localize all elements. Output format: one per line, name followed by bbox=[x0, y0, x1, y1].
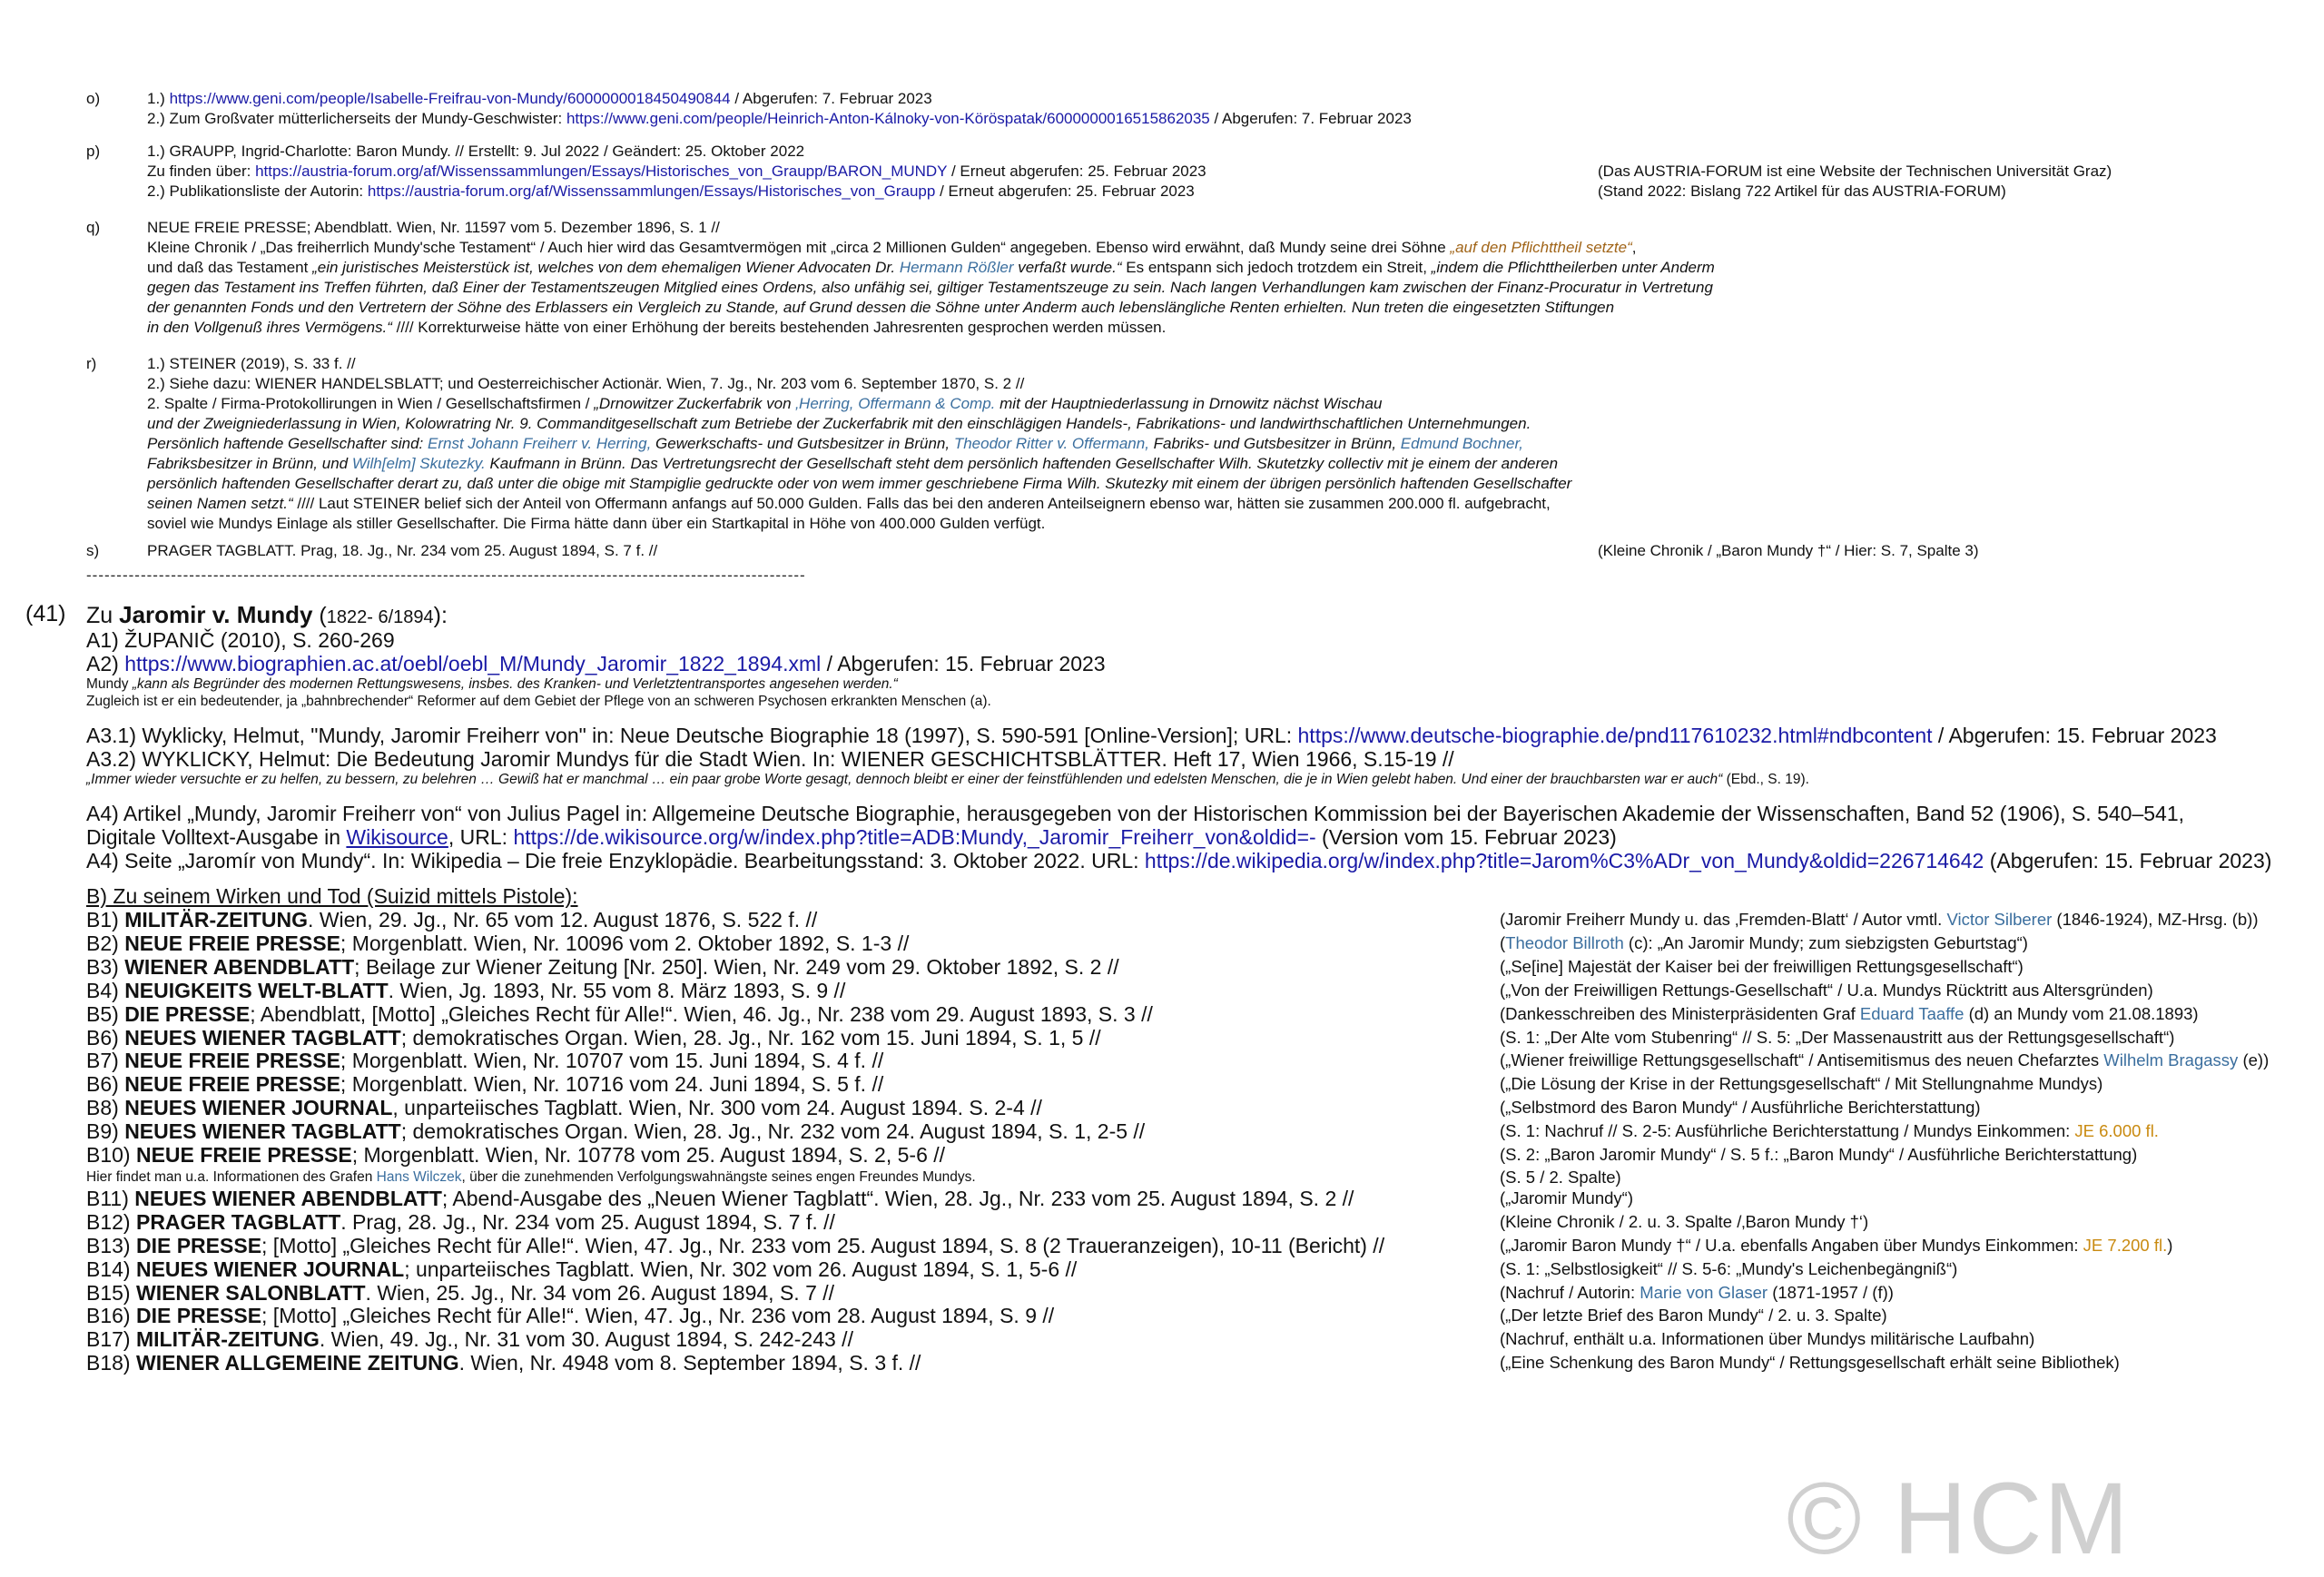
note-text: („Jaromir Mundy“) bbox=[1500, 1188, 1633, 1207]
footnote-label: r) bbox=[86, 355, 97, 372]
note-text: („Jaromir Baron Mundy †“ / U.a. ebenfalls Angaben über Mundys Einkommen: bbox=[1500, 1235, 2083, 1255]
citation-text: ; Abendblatt, [Motto] „Gleiches Recht für Alle!“. Wien, 46. Jg., Nr. 238 vom 29. August 1893, S. 3 // bbox=[250, 1001, 1153, 1026]
footnote-line bbox=[147, 109, 2053, 130]
ref-a4-wikipedia bbox=[86, 849, 2271, 872]
citation-text: ; [Motto] „Gleiches Recht für Alle!“. Wien, 47. Jg., Nr. 233 vom 25. August 1894, S. 8 (2 Traueranzeigen), 10-11 (Bericht) // bbox=[261, 1233, 1385, 1257]
b-side-note bbox=[1500, 1283, 1894, 1303]
geni-link-heinrich[interactable]: https://www.geni.com/people/Heinrich-Anton-Kálnoky-von-Köröspatak/6000000016515862035 bbox=[566, 110, 1210, 127]
deutsche-biographie-link[interactable]: https://www.deutsche-biographie.de/pnd117610232.html#ndbcontent bbox=[1297, 724, 1933, 747]
newspaper-title: DIE PRESSE bbox=[135, 1304, 262, 1328]
b-reference-item bbox=[86, 1026, 1101, 1050]
note-text: (e)) bbox=[2238, 1050, 2270, 1070]
quote: „ein juristisches Meisterstück ist, welches von dem ehemaligen Wiener Advocaten Dr. bbox=[312, 259, 900, 276]
quote: Gewerkschafts- und Gutsbesitzer in Brünn, bbox=[651, 435, 954, 452]
person-name: Wilh[elm] Skutezky. bbox=[351, 455, 486, 472]
b-reference-item bbox=[86, 1002, 1153, 1026]
text: , bbox=[1631, 239, 1637, 256]
newspaper-title: WIENER SALONBLATT bbox=[135, 1280, 366, 1305]
citation-text: . Wien, Nr. 4948 vom 8. September 1894, S. 3 f. // bbox=[458, 1351, 921, 1375]
life-dates: 1822- 6/1894 bbox=[326, 607, 434, 627]
text: //// Korrekturweise hätte von einer Erhöhung der bereits bestehenden Jahresrenten gesprochen werden müssen. bbox=[391, 319, 1167, 336]
b-side-note bbox=[1500, 957, 2024, 977]
footnote-line bbox=[147, 258, 2053, 279]
footnote-line: 2.) Siehe dazu: WIENER HANDELSBLATT; und Oesterreichischer Actionär. Wien, 7. Jg., Nr. 203 vom 6. September 1870, S. 2 // bbox=[147, 375, 1025, 392]
b-side-note bbox=[1500, 1145, 2137, 1165]
text: A3.1) Wyklicky, Helmut, "Mundy, Jaromir Freiherr von" in: Neue Deutsche Biographie 18 (1997), S. 590-591 [Online-Version]; URL: bbox=[86, 724, 1298, 747]
b-reference-item bbox=[86, 1210, 835, 1234]
footnote-line: der genannten Fonds und den Vertretern der Söhne des Erblassers ein Vergleich zu Stande, auf Grund dessen die Söhne unter Anderm auch lebenslängliche Renten erhielten. Nun treten die eingesetzten Stiftungen bbox=[147, 299, 1615, 316]
quote: Kaufmann in Brünn. Das Vertretungsrecht der Gesellschaft steht dem persönlich haftenden Gesellschafter Wilh. Skutetzky collectiv mit je einem der anderen bbox=[485, 455, 1559, 472]
citation-text: . Wien, 29. Jg., Nr. 65 vom 12. August 1876, S. 522 f. // bbox=[308, 908, 818, 931]
ref-a3-2: A3.2) WYKLICKY, Helmut: Die Bedeutung Jaromir Mundys für die Stadt Wien. In: WIENER GESCHICHTSBLÄTTER. Heft 17, Wien 1966, S.15-19 // bbox=[86, 747, 1454, 771]
section-number: (41) bbox=[25, 601, 66, 626]
newspaper-title: NEUE FREIE PRESSE bbox=[135, 1143, 352, 1167]
b-reference-item bbox=[86, 979, 845, 1002]
b10-note bbox=[86, 1168, 976, 1187]
b-reference-item bbox=[86, 1072, 883, 1096]
footnote-label: p) bbox=[86, 143, 101, 160]
text: A4) Seite „Jaromír von Mundy“. In: Wikipedia – Die freie Enzyklopädie. Bearbeitungsstand: 3. Oktober 2022. URL: bbox=[86, 849, 1145, 872]
austria-forum-link-publications[interactable]: https://austria-forum.org/af/Wissenssammlungen/Essays/Historisches_von_Graupp bbox=[367, 182, 936, 200]
note-text: („Der letzte Brief des Baron Mundy“ / 2. u. 3. Spalte) bbox=[1500, 1306, 1887, 1326]
quote: Fabriks- und Gutsbesitzer in Brünn, bbox=[1148, 435, 1401, 452]
b-side-note bbox=[1500, 1212, 1868, 1232]
quote: Persönlich haftende Gesellschafter sind: bbox=[147, 435, 428, 452]
newspaper-title: NEUIGKEITS WELT-BLATT bbox=[124, 978, 389, 1002]
citation-text: , unparteiisches Tagblatt. Wien, Nr. 300 vom 24. August 1894. S. 2-4 // bbox=[392, 1096, 1042, 1120]
item-number: B3) bbox=[86, 954, 125, 979]
footnote-line bbox=[147, 434, 2053, 455]
note-highlight: JE 6.000 fl. bbox=[2074, 1121, 2159, 1141]
item-number: B7) bbox=[86, 1049, 125, 1073]
note-text: (d) an Mundy vom 21.08.1893) bbox=[1964, 1003, 2199, 1023]
newspaper-title: DIE PRESSE bbox=[124, 1001, 251, 1026]
ref-a3-1 bbox=[86, 724, 2217, 747]
b-side-note bbox=[1500, 1236, 2172, 1256]
footnote-line bbox=[147, 318, 2053, 339]
b-reference-item bbox=[86, 1187, 1354, 1210]
ref-a4-adb-url bbox=[86, 825, 1617, 849]
text: (Version vom 15. Februar 2023) bbox=[1315, 825, 1617, 849]
b-side-note bbox=[1500, 1259, 1957, 1279]
item-number: B18) bbox=[86, 1351, 136, 1375]
footnote-line bbox=[147, 394, 2053, 415]
citation-text: ; Morgenblatt. Wien, Nr. 10096 vom 2. Oktober 1892, S. 1-3 // bbox=[340, 931, 910, 955]
footnote-line bbox=[147, 238, 2053, 259]
item-number: B6) bbox=[86, 1072, 125, 1097]
newspaper-title: DIE PRESSE bbox=[135, 1233, 262, 1257]
b-reference-item bbox=[86, 931, 909, 955]
copyright-watermark: © HCM bbox=[1787, 1462, 2131, 1575]
b-side-note bbox=[1500, 1098, 1981, 1118]
citation-text: ; Beilage zur Wiener Zeitung [Nr. 250]. Wien, Nr. 249 vom 29. Oktober 1892, S. 2 // bbox=[354, 954, 1119, 979]
text: ( bbox=[312, 603, 327, 628]
item-number: B12) bbox=[86, 1209, 136, 1234]
footnote-line bbox=[147, 454, 2053, 475]
citation-text: ; [Motto] „Gleiches Recht für Alle!“. Wien, 47. Jg., Nr. 236 vom 28. August 1894, S. 9 // bbox=[261, 1304, 1055, 1328]
ref-a2-note bbox=[86, 675, 898, 694]
note-text: (Jaromir Freiherr Mundy u. das ‚Fremden-Blatt‘ / Autor vmtl. bbox=[1500, 910, 1947, 929]
text: / Abgerufen: 15. Februar 2023 bbox=[1932, 724, 2217, 747]
b-reference-item bbox=[86, 1351, 921, 1375]
b-side-note bbox=[1500, 910, 2259, 930]
text: , URL: bbox=[448, 825, 514, 849]
b-reference-item bbox=[86, 955, 1119, 979]
item-number: B6) bbox=[86, 1025, 125, 1050]
quote: „auf den Pflichttheil setzte“ bbox=[1450, 239, 1632, 256]
footnote-line: persönlich haftenden Gesellschafter derart zu, daß unter die obige mit Stampiglie gedruckte oder von wem immer geschriebene Firma Wilh. Skutezky mit einem der übrigen persönlich haftenden Gesellschafter bbox=[147, 475, 1572, 492]
text: Zu bbox=[86, 603, 120, 628]
citation-text: ; unparteiisches Tagblatt. Wien, Nr. 302 vom 26. August 1894, S. 1, 5-6 // bbox=[404, 1257, 1078, 1281]
newspaper-title: MILITÄR-ZEITUNG bbox=[124, 908, 309, 931]
quote: „indem die Pflichttheilerben unter Anderm bbox=[1431, 259, 1715, 276]
note-text: („Die Lösung der Krise in der Rettungsgesellschaft“ / Mit Stellungnahme Mundys) bbox=[1500, 1074, 2103, 1094]
footnote-line: gegen das Testament ins Treffen führten, daß Einer der Testamentszeugen Mitglied eines Ordens, also unfähig sei, giltiger Testamentszeuge zu sein. Nach langen Verhandlungen kam zwischen der Finanz-Procuratur in Vertretung bbox=[147, 279, 1713, 296]
person-name: Ernst Johann Freiherr v. Herring, bbox=[428, 435, 652, 452]
text: / Erneut abgerufen: 25. Februar 2023 bbox=[947, 163, 1206, 180]
note-text: (S. 1: „Selbstlosigkeit“ // S. 5-6: „Mundy's Leichenbegängniß“) bbox=[1500, 1258, 1958, 1278]
person-name: Jaromir v. Mundy bbox=[119, 601, 313, 628]
footnote-line bbox=[147, 494, 2053, 515]
company-name: ‚Herring, Offermann & Comp. bbox=[795, 395, 996, 412]
note-text: („Eine Schenkung des Baron Mundy“ / Rettungsgesellschaft erhält seine Bibliothek) bbox=[1500, 1353, 2120, 1373]
wikipedia-link[interactable]: https://de.wikipedia.org/w/index.php?title=Jarom%C3%ADr_von_Mundy&oldid=226714642 bbox=[1144, 849, 1984, 872]
b-side-note bbox=[1500, 1188, 1633, 1208]
text: Es entspann sich jedoch trotzdem ein Streit, bbox=[1121, 259, 1432, 276]
note-text: (S. 1: „Der Alte vom Stubenring“ // S. 5: „Der Massenaustritt aus der Rettungsgesellschaft“) bbox=[1500, 1027, 2175, 1047]
newspaper-title: NEUE FREIE PRESSE bbox=[124, 1072, 340, 1097]
b-reference-item bbox=[86, 1234, 1384, 1257]
b-reference-item bbox=[86, 1281, 834, 1305]
footnote-line: NEUE FREIE PRESSE; Abendblatt. Wien, Nr. 11597 vom 5. Dezember 1896, S. 1 // bbox=[147, 219, 720, 236]
citation-text: ; Abend-Ausgabe des „Neuen Wiener Tagblatt“. Wien, 28. Jg., Nr. 233 vom 25. August 1894, S. 2 // bbox=[441, 1186, 1354, 1210]
citation-text: . Prag, 28. Jg., Nr. 234 vom 25. August 1894, S. 7 f. // bbox=[340, 1209, 835, 1234]
newspaper-title: MILITÄR-ZEITUNG bbox=[135, 1327, 320, 1352]
text: / Abgerufen: 7. Februar 2023 bbox=[1209, 110, 1412, 127]
item-number: B11) bbox=[86, 1186, 135, 1210]
citation-text: ; Morgenblatt. Wien, Nr. 10716 vom 24. Juni 1894, S. 5 f. // bbox=[340, 1072, 884, 1097]
note-text: (1871-1957 / (f)) bbox=[1768, 1282, 1894, 1302]
note-text: („Wiener freiwillige Rettungsgesellschaft“ / Antisemitismus des neuen Chefarztes bbox=[1500, 1050, 2104, 1070]
item-number: B13) bbox=[86, 1233, 136, 1257]
newspaper-title: WIENER ALLGEMEINE ZEITUNG bbox=[135, 1351, 459, 1375]
footnote-line: 1.) GRAUPP, Ingrid-Charlotte: Baron Mundy. // Erstellt: 9. Jul 2022 / Geändert: 25. Oktober 2022 bbox=[147, 143, 805, 160]
quote: „Immer wieder versuchte er zu helfen, zu bessern, zu belehren … Gewiß hat er manchmal … ein paar grobe Worte gesagt, dennoch bleibt er einer der feinstfühlenden und edelsten Menschen, die je in Wien gelebt haben. Und einer der brauchbarsten war er auch“ bbox=[86, 772, 1723, 787]
text: Hier findet man u.a. Informationen des Grafen bbox=[86, 1168, 377, 1185]
citation-text: . Wien, 49. Jg., Nr. 31 vom 30. August 1894, S. 242-243 // bbox=[319, 1327, 853, 1352]
newspaper-title: NEUES WIENER JOURNAL bbox=[124, 1096, 393, 1120]
ref-b-heading: B) Zu seinem Wirken und Tod (Suizid mittels Pistole): bbox=[86, 884, 578, 908]
item-number: B14) bbox=[86, 1257, 136, 1281]
b-side-note bbox=[1500, 933, 2028, 953]
note-text: (Kleine Chronik / 2. u. 3. Spalte /‚Baron Mundy †‘) bbox=[1500, 1211, 1869, 1231]
side-note: (Kleine Chronik / „Baron Mundy †“ / Hier: S. 7, Spalte 3) bbox=[1598, 542, 1979, 559]
ref-a4-adb: A4) Artikel „Mundy, Jaromir Freiherr von“ von Julius Pagel in: Allgemeine Deutsche Biographie, herausgegeben von der Historischen Kommission bei der Bayerischen Akademie der Wissenschaften, Band 52 (1906), S. 540–541, bbox=[86, 802, 2185, 825]
wikisource-link[interactable]: Wikisource bbox=[346, 825, 448, 849]
text: , über die zunehmenden Verfolgungswahnängste seines engen Freundes Mundys. bbox=[461, 1168, 976, 1185]
b-side-note bbox=[1500, 1121, 2159, 1141]
text: Kleine Chronik / „Das freiherrlich Mundy'sche Testament“ / Auch hier wird das Gesamtvermögen mit „circa 2 Millionen Gulden“ angegeben. Ebenso wird erwähnt, daß Mundy seine drei Söhne bbox=[147, 239, 1451, 256]
note-text: („Se[ine] Majestät der Kaiser bei der freiwilligen Rettungsgesellschaft“) bbox=[1500, 956, 2024, 976]
b-side-note bbox=[1500, 1074, 2102, 1094]
newspaper-title: NEUES WIENER ABENDBLATT bbox=[134, 1186, 442, 1210]
text: Zu finden über: bbox=[147, 163, 256, 180]
b-reference-item bbox=[86, 1257, 1077, 1281]
geni-link-isabelle[interactable]: https://www.geni.com/people/Isabelle-Freifrau-von-Mundy/6000000018450490844 bbox=[169, 90, 731, 107]
newspaper-title: NEUES WIENER TAGBLATT bbox=[124, 1119, 401, 1144]
newspaper-title: NEUES WIENER JOURNAL bbox=[135, 1257, 405, 1281]
text: 2.) Publikationsliste der Autorin: bbox=[147, 182, 368, 200]
person-name: Theodor Ritter v. Offermann, bbox=[953, 435, 1149, 452]
item-number: B2) bbox=[86, 931, 125, 955]
text: (Abgerufen: 15. Februar 2023) bbox=[1984, 849, 2272, 872]
item-number: B9) bbox=[86, 1119, 125, 1144]
item-number: B17) bbox=[86, 1327, 136, 1352]
note-text: ) bbox=[2167, 1235, 2173, 1255]
b-side-note bbox=[1500, 1004, 2199, 1024]
b-reference-item bbox=[86, 1143, 945, 1167]
austria-forum-link-baron-mundy[interactable]: https://austria-forum.org/af/Wissenssammlungen/Essays/Historisches_von_Graupp/BARON_MUNDY bbox=[255, 163, 948, 180]
b-side-note bbox=[1500, 1329, 2034, 1349]
note-highlight: Wilhelm Bragassy bbox=[2103, 1050, 2239, 1070]
ref-a3-2-note bbox=[86, 770, 1809, 789]
person-name: Hans Wilczek bbox=[376, 1168, 462, 1185]
note-text: („Von der Freiwilligen Rettungs-Gesellschaft“ / U.a. Mundys Rücktritt aus Altersgründen) bbox=[1500, 980, 2153, 1000]
note-text: (Dankesschreiben des Ministerpräsidenten Graf bbox=[1500, 1003, 1860, 1023]
text: 2. Spalte / Firma-Protokollirungen in Wien / Gesellschaftsfirmen / bbox=[147, 395, 595, 412]
text: //// Laut STEINER belief sich der Anteil von Offermann anfangs auf 50.000 Gulden. Falls das bei den anderen Anteilseignern ebenso war, hätten sie zusammen 200.000 fl. aufgebracht, bbox=[292, 495, 1551, 512]
oebl-link[interactable]: https://www.biographien.ac.at/oebl/oebl_M/Mundy_Jaromir_1822_1894.xml bbox=[124, 652, 822, 675]
citation-text: ; demokratisches Organ. Wien, 28. Jg., Nr. 162 vom 15. Juni 1894, S. 1, 5 // bbox=[400, 1025, 1101, 1050]
b-reference-item bbox=[86, 1304, 1054, 1327]
quote: mit der Hauptniederlassung in Drnowitz nächst Wischau bbox=[995, 395, 1383, 412]
note-highlight: Theodor Billroth bbox=[1505, 932, 1624, 952]
footnote-line: 1.) STEINER (2019), S. 33 f. // bbox=[147, 355, 356, 372]
note-text: (S. 1: Nachruf // S. 2-5: Ausführliche Berichterstattung / Mundys Einkommen: bbox=[1500, 1121, 2075, 1141]
footnote-label: s) bbox=[86, 542, 100, 559]
newspaper-title: NEUE FREIE PRESSE bbox=[124, 1049, 340, 1073]
note-highlight: Victor Silberer bbox=[1946, 910, 2053, 929]
newspaper-title: WIENER ABENDBLATT bbox=[124, 954, 355, 979]
b-side-note bbox=[1500, 1050, 2269, 1070]
text: 1.) bbox=[147, 90, 170, 107]
note-text: (S. 2: „Baron Jaromir Mundy“ / S. 5 f.: „Baron Mundy“ / Ausführliche Berichterstattung) bbox=[1500, 1145, 2138, 1164]
text: / Erneut abgerufen: 25. Februar 2023 bbox=[935, 182, 1195, 200]
footnote-label: o) bbox=[86, 90, 101, 107]
note-text: (Nachruf, enthält u.a. Informationen über Mundys militärische Laufbahn) bbox=[1500, 1329, 2035, 1349]
side-note: (Das AUSTRIA-FORUM ist eine Website der Technischen Universität Graz) bbox=[1598, 163, 2112, 180]
quote: in den Vollgenuß ihres Vermögens.“ bbox=[147, 319, 392, 336]
footnote-line: soviel wie Mundys Einlage als stiller Gesellschafter. Die Firma hätte dann über ein Startkapital in Höhe von 400.000 Gulden verfügt. bbox=[147, 515, 1046, 532]
ref-a2 bbox=[86, 652, 1106, 675]
b-side-note bbox=[1500, 1028, 2174, 1048]
ref-a1: A1) ŽUPANIČ (2010), S. 260-269 bbox=[86, 628, 395, 652]
footnote-line: und der Zweigniederlassung in Wien, Kolowratring Nr. 9. Commanditgesellschaft zum Betriebe der Zuckerfabrik mit den einschlägigen Handels-, Fabrikations- und landwirthschaftlichen Unternehmungen. bbox=[147, 415, 1531, 432]
text: / Abgerufen: 15. Februar 2023 bbox=[821, 652, 1106, 675]
text: Digitale Volltext-Ausgabe in bbox=[86, 825, 347, 849]
item-number: B16) bbox=[86, 1304, 136, 1328]
note-highlight: Eduard Taaffe bbox=[1859, 1003, 1965, 1023]
text: ): bbox=[433, 603, 448, 628]
text: Mundy bbox=[86, 676, 133, 692]
note-text: (1846-1924), MZ-Hrsg. (b)) bbox=[2052, 910, 2259, 929]
item-number: B1) bbox=[86, 908, 125, 931]
wikisource-url-link[interactable]: https://de.wikisource.org/w/index.php?title=ADB:Mundy,_Jaromir_Freiherr_von&oldid=- bbox=[513, 825, 1316, 849]
note-text: („Selbstmord des Baron Mundy“ / Ausführliche Berichterstattung) bbox=[1500, 1098, 1981, 1118]
text: A2) bbox=[86, 652, 125, 675]
note-text: ( bbox=[1500, 932, 1506, 952]
b-side-note bbox=[1500, 1353, 2120, 1373]
separator-line: ----------------------------------------------------------------------------------------------------------------------- bbox=[86, 567, 806, 584]
newspaper-title: NEUES WIENER TAGBLATT bbox=[124, 1025, 401, 1050]
text: 2.) Zum Großvater mütterlicherseits der Mundy-Geschwister: bbox=[147, 110, 566, 127]
b-reference-item bbox=[86, 1327, 853, 1351]
section-heading bbox=[86, 601, 448, 629]
footnote-line bbox=[147, 89, 2053, 110]
b-reference-item bbox=[86, 1119, 1145, 1143]
text: und daß das Testament bbox=[147, 259, 313, 276]
quote: „Drnowitzer Zuckerfabrik von bbox=[594, 395, 796, 412]
citation-text: . Wien, Jg. 1893, Nr. 55 vom 8. März 1893, S. 9 // bbox=[388, 978, 846, 1002]
b-reference-item bbox=[86, 1096, 1042, 1119]
item-number: B8) bbox=[86, 1096, 125, 1120]
text: (Ebd., S. 19). bbox=[1722, 772, 1809, 787]
item-number: B5) bbox=[86, 1001, 125, 1026]
text: / Abgerufen: 7. Februar 2023 bbox=[730, 90, 932, 107]
citation-text: ; Morgenblatt. Wien, Nr. 10778 vom 25. August 1894, S. 2, 5-6 // bbox=[351, 1143, 946, 1167]
quote: seinen Namen setzt.“ bbox=[147, 495, 293, 512]
quote: „kann als Begründer des modernen Rettungswesens, insbes. des Kranken- und Verletztentransportes angesehen werden.“ bbox=[132, 676, 898, 692]
item-number: B4) bbox=[86, 978, 125, 1002]
b-reference-item bbox=[86, 1049, 883, 1072]
footnote-line: PRAGER TAGBLATT. Prag, 18. Jg., Nr. 234 vom 25. August 1894, S. 7 f. // bbox=[147, 542, 658, 559]
b-side-note bbox=[1500, 1306, 1887, 1326]
newspaper-title: PRAGER TAGBLATT bbox=[135, 1209, 341, 1234]
person-name: Hermann Rößler bbox=[899, 259, 1014, 276]
note-highlight: JE 7.200 fl. bbox=[2083, 1235, 2168, 1255]
quote: Fabriksbesitzer in Brünn, und bbox=[147, 455, 352, 472]
newspaper-title: NEUE FREIE PRESSE bbox=[124, 931, 340, 955]
side-note: (Stand 2022: Bislang 722 Artikel für das AUSTRIA-FORUM) bbox=[1598, 182, 2006, 200]
item-number: B10) bbox=[86, 1143, 136, 1167]
citation-text: ; Morgenblatt. Wien, Nr. 10707 vom 15. Juni 1894, S. 4 f. // bbox=[340, 1049, 884, 1073]
person-name: Edmund Bochner, bbox=[1400, 435, 1523, 452]
b-reference-item bbox=[86, 908, 817, 931]
note-text: (c): „An Jaromir Mundy; zum siebzigsten Geburtstag“) bbox=[1623, 932, 2028, 952]
b-side-note bbox=[1500, 981, 2153, 1000]
footnote-label: q) bbox=[86, 219, 101, 236]
ref-a2-note: Zugleich ist er ein bedeutender, ja „bahnbrechender“ Reformer auf dem Gebiet der Pflege von an schweren Psychosen erkrankten Menschen (a). bbox=[86, 694, 991, 709]
citation-text: ; demokratisches Organ. Wien, 28. Jg., Nr. 232 vom 24. August 1894, S. 1, 2-5 // bbox=[400, 1119, 1146, 1144]
note-text: (Nachruf / Autorin: bbox=[1500, 1282, 1640, 1302]
note-highlight: Marie von Glaser bbox=[1640, 1282, 1768, 1302]
b10-side-note: (S. 5 / 2. Spalte) bbox=[1500, 1167, 1621, 1187]
item-number: B15) bbox=[86, 1280, 136, 1305]
citation-text: . Wien, 25. Jg., Nr. 34 vom 26. August 1894, S. 7 // bbox=[365, 1280, 835, 1305]
quote: verfaßt wurde.“ bbox=[1013, 259, 1122, 276]
